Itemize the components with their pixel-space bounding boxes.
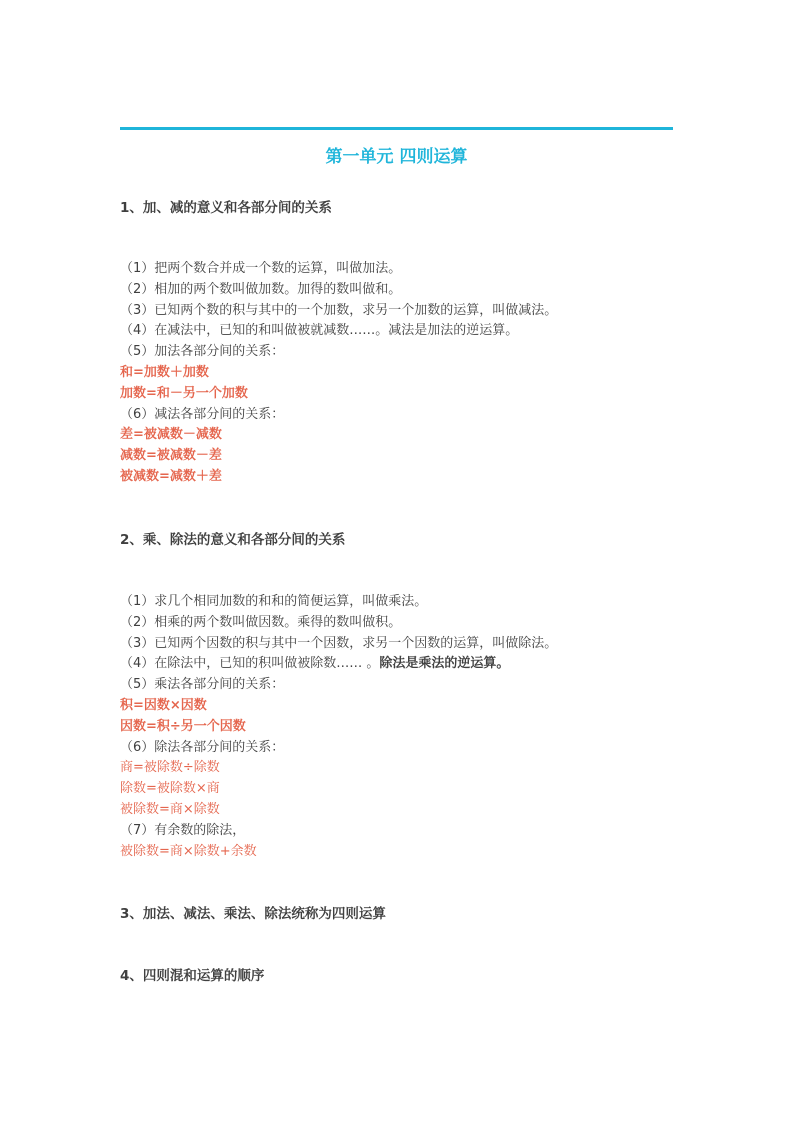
formula-line: 和=加数＋加数 xyxy=(120,364,209,380)
text-line: （1）求几个相同加数的和和的简便运算，叫做乘法。 xyxy=(120,594,428,609)
formula-line: 被除数=商×除数+余数 xyxy=(120,843,257,859)
text-line: （3）已知两个因数的积与其中一个因数，求另一个因数的运算，叫做除法。 xyxy=(120,635,558,651)
text-line: （6）减法各部分间的关系： xyxy=(120,406,285,422)
line-4-prefix: （4）在除法中，已知的积叫做被除数…… 。 xyxy=(120,656,380,672)
text-line: （3）已知两个数的积与其中的一个加数，求另一个加数的运算，叫做减法。 xyxy=(120,302,558,318)
formula-line: 差=被减数－减数 xyxy=(120,427,222,443)
section-1-body xyxy=(120,259,680,488)
text-line: （1）把两个数合并成一个数的运算，叫做加法。 xyxy=(120,261,402,276)
formula-line: 除数=被除数×商 xyxy=(120,781,220,797)
text-line: （2）相乘的两个数叫做因数。乘得的数叫做积。 xyxy=(120,614,402,630)
formula-line: 减数=被减数－差 xyxy=(120,448,222,464)
text-line: （7）有余数的除法， xyxy=(120,822,246,838)
formula-line: 因数=积÷另一个因数 xyxy=(120,718,246,734)
formula-line: 被减数=减数＋差 xyxy=(120,468,222,484)
top-divider xyxy=(120,127,673,130)
section-4-heading: 4、四则混和运算的顺序 xyxy=(120,968,265,984)
line-4-emphasis: 除法是乘法的逆运算。 xyxy=(379,656,510,672)
text-line: （5）乘法各部分间的关系： xyxy=(120,677,285,693)
section-3-heading: 3、加法、减法、乘法、除法统称为四则运算 xyxy=(120,906,386,922)
formula-line: 被除数=商×除数 xyxy=(120,801,220,817)
section-2-body xyxy=(120,592,680,862)
text-line: （6）除法各部分间的关系： xyxy=(120,739,285,755)
formula-line: 加数=和－另一个加数 xyxy=(120,385,248,401)
formula-line: 商=被除数÷除数 xyxy=(120,760,220,776)
section-2-heading: 2、乘、除法的意义和各部分间的关系 xyxy=(120,532,346,548)
text-line xyxy=(120,654,680,675)
section-1-heading: 1、加、减的意义和各部分间的关系 xyxy=(120,200,332,216)
formula-line: 积=因数×因数 xyxy=(120,697,207,713)
page-title: 第一单元 四则运算 xyxy=(325,147,468,167)
text-line: （4）在减法中，已知的和叫做被就减数……。减法是加法的逆运算。 xyxy=(120,323,519,339)
text-line: （2）相加的两个数叫做加数。加得的数叫做和。 xyxy=(120,281,402,297)
text-line: （5）加法各部分间的关系： xyxy=(120,344,285,360)
